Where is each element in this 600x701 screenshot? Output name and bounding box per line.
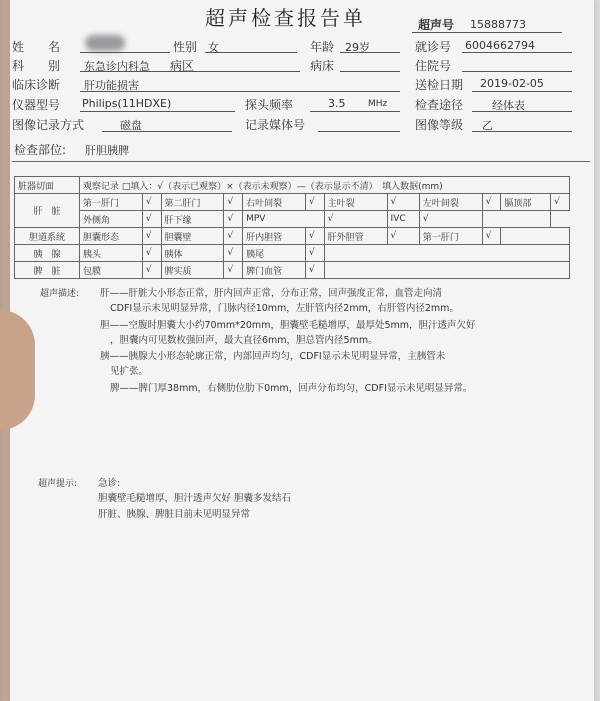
- organ-bile: 胆道系统: [15, 228, 80, 245]
- grade-value: 乙: [482, 119, 493, 132]
- table-row-liver-1: 肝 脏 第一肝门 √ 第二肝门 √ 右叶间裂 √ 主叶裂 √ 左叶间裂 √ 膈顶部 √: [15, 194, 570, 211]
- admission-no-label: 住院号: [415, 59, 452, 73]
- send-date-value: 2019-02-05: [480, 77, 544, 90]
- dept-label: 科 别: [12, 59, 61, 73]
- sex-value: 女: [208, 41, 219, 54]
- site-label: 检查部位:: [14, 143, 67, 157]
- freq-unit: MHz: [368, 99, 388, 109]
- description-line: ，胆囊内可见数枚强回声，最大直径6mm，胆总管内径5mm。: [110, 335, 378, 346]
- send-date-label: 送检日期: [415, 78, 464, 92]
- freq-label: 探头频率: [245, 98, 294, 112]
- diagnosis-value: 肝功能损害: [84, 79, 139, 92]
- header-underline: [412, 32, 562, 33]
- grade-label: 图像等级: [415, 118, 464, 132]
- sex-label: 性别: [173, 40, 198, 54]
- record-label: 图像记录方式: [12, 118, 85, 132]
- report-title: 超声检查报告单: [205, 6, 366, 30]
- device-label: 仪器型号: [12, 98, 61, 112]
- report-paper: [10, 0, 594, 701]
- conclusion-line: 胆囊壁毛糙增厚，胆汁透声欠好 胆囊多发结石: [98, 493, 292, 504]
- description-label: 超声描述:: [40, 289, 80, 299]
- name-label: 姓 名: [12, 40, 61, 54]
- ultrasound-no: 15888773: [470, 18, 526, 31]
- age-value: 29岁: [345, 41, 370, 54]
- organ-liver: 肝 脏: [15, 194, 80, 228]
- redacted-name: [85, 35, 125, 51]
- table-header-note: 观察记录 □填入：√（表示已观察）×（表示未观察）—（表示显示不清） 填入数据(mm): [80, 177, 570, 194]
- table-header-organ: 脏器切面: [15, 177, 80, 194]
- ultrasound-no-label: 超声号: [418, 18, 455, 32]
- clinic-no-label: 就诊号: [415, 40, 452, 54]
- dept-value: 东急诊内科急: [84, 60, 150, 73]
- device-value: Philips(11HDXE): [82, 97, 172, 110]
- observation-table: [14, 176, 570, 279]
- table-row-bile: 胆道系统 胆囊形态 √ 胆囊壁 √ 肝内胆管 √ 肝外胆管 √ 第一肝门 √: [15, 228, 570, 245]
- table-row-liver-2: 外侧角 √ 肝下缘 √ MPV √ IVC √: [15, 211, 570, 228]
- table-header-row: [15, 177, 570, 194]
- description-line: 见扩张。: [110, 366, 149, 377]
- table-row-pancreas: 胰 腺 胰头 √ 胰体 √ 胰尾 √: [15, 245, 570, 262]
- route-label: 检查途径: [415, 98, 464, 112]
- bed-label: 病床: [310, 59, 335, 73]
- description-line: 脾——脾门厚38mm，右侧肋位肋下0mm，回声分布均匀，CDFI显示未见明显异常。: [110, 383, 473, 394]
- description-line: CDFI显示未见明显异常，门脉内径10mm，左肝管内径2mm，右肝管内径2mm。: [110, 303, 459, 314]
- description-line: 胆——空腹时胆囊大小约70mm*20mm，胆囊壁毛糙增厚，最厚处5mm，胆汁透声欠好: [100, 320, 476, 331]
- conclusion-line: 肝脏、胰腺、脾脏目前未见明显异常: [98, 509, 251, 520]
- organ-spleen: 脾 脏: [15, 262, 80, 279]
- ward-label: 病区: [170, 59, 195, 73]
- conclusion-head: 急诊:: [98, 478, 121, 489]
- age-label: 年龄: [310, 40, 335, 54]
- conclusion-label: 超声提示:: [38, 479, 78, 489]
- description-line: 肝——肝脏大小形态正常，肝内回声正常，分布正常，回声强度正常，血管走向清: [100, 288, 443, 299]
- organ-pancreas: 胰 腺: [15, 245, 80, 262]
- finger-shadow: [0, 310, 35, 430]
- route-value: 经体表: [492, 99, 525, 112]
- freq-value: 3.5: [328, 97, 346, 110]
- record-value: 磁盘: [120, 119, 142, 132]
- description-line: 胰——胰腺大小形态轮廓正常，内部回声均匀，CDFI显示未见明显异常，主胰管未: [100, 351, 446, 362]
- site-value: 肝胆胰脾: [85, 144, 129, 157]
- table-row-spleen: 脾 脏 包膜 √ 脾实质 √ 脾门血管 √: [15, 262, 570, 279]
- clinic-no-value: 6004662794: [465, 39, 535, 52]
- diagnosis-label: 临床诊断: [12, 78, 61, 92]
- media-label: 记录媒体号: [245, 118, 306, 132]
